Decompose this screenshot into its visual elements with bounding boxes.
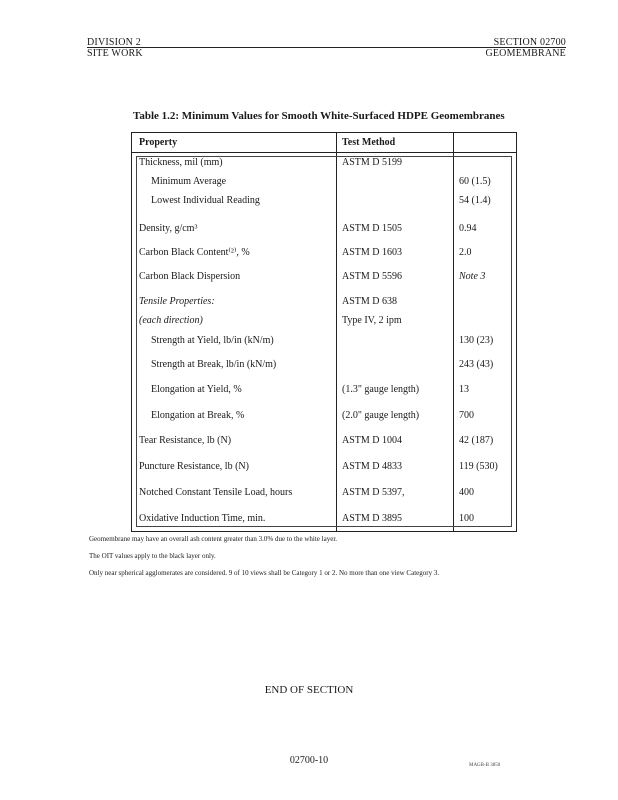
table-cell-property: Tear Resistance, lb (N) xyxy=(139,435,232,446)
column-header-method: Test Method xyxy=(342,137,396,148)
table-cell-property: Elongation at Yield, % xyxy=(151,384,242,395)
header-rule xyxy=(87,47,566,48)
footnote: Geomembrane may have an overall ash content greater than 3.0% due to the white layer. xyxy=(89,535,338,543)
table-cell-property: Strength at Yield, lb/in (kN/m) xyxy=(151,335,274,346)
table-cell-method: ASTM D 638 xyxy=(342,296,398,307)
table-cell-value: 700 xyxy=(459,410,474,421)
table-cell-value: 60 (1.5) xyxy=(459,176,491,187)
table-cell-property: Density, g/cm³ xyxy=(139,223,198,234)
table-cell-property: Elongation at Break, % xyxy=(151,410,245,421)
table-cell-method: ASTM D 1505 xyxy=(342,223,403,234)
table-cell-method: ASTM D 5397, xyxy=(342,487,405,498)
table-cell-property: Carbon Black Content⁽²⁾, % xyxy=(139,247,250,258)
table-cell-property: Puncture Resistance, lb (N) xyxy=(139,461,249,472)
table-cell-method: ASTM D 1603 xyxy=(342,247,403,258)
end-of-section: END OF SECTION xyxy=(264,684,354,696)
table-cell-value: 2.0 xyxy=(459,247,472,258)
table-cell-property: Strength at Break, lb/in (kN/m) xyxy=(151,359,277,370)
table-cell-method: (1.3" gauge length) xyxy=(342,384,420,395)
table-cell-method: ASTM D 5596 xyxy=(342,271,403,282)
table-cell-value: 0.94 xyxy=(459,223,477,234)
table-cell-property: Oxidative Induction Time, min. xyxy=(139,513,266,524)
properties-table xyxy=(131,132,517,532)
division-label: DIVISION 2 xyxy=(87,37,141,48)
table-cell-value: 13 xyxy=(459,384,469,395)
table-cell-method: (2.0" gauge length) xyxy=(342,410,420,421)
table-cell-value: 243 (43) xyxy=(459,359,494,370)
section-number: SECTION 02700 xyxy=(493,37,566,48)
footnote: Only near spherical agglomerates are considered. 9 of 10 views shall be Category 1 or 2. No more than one view Category 3. xyxy=(89,569,440,577)
table-cell-method: Type IV, 2 ipm xyxy=(342,315,402,326)
table-cell-value: 42 (187) xyxy=(459,435,494,446)
table-cell-value: 54 (1.4) xyxy=(459,195,491,206)
subdivision-label: SITE WORK xyxy=(87,48,143,59)
table-cell-value: 130 (23) xyxy=(459,335,494,346)
footnote: The OIT values apply to the black layer only. xyxy=(89,552,216,560)
section-title: GEOMEMBRANE xyxy=(485,48,566,59)
table-cell-property: Minimum Average xyxy=(151,176,227,187)
table-cell-property: Tensile Properties: xyxy=(139,296,215,307)
table-cell-method: ASTM D 4833 xyxy=(342,461,403,472)
table-cell-value: Note 3 xyxy=(459,271,486,282)
table-cell-method: ASTM D 3895 xyxy=(342,513,403,524)
table-cell-property: Thickness, mil (mm) xyxy=(139,157,223,168)
table-cell-property: Carbon Black Dispersion xyxy=(139,271,241,282)
table-cell-value: 400 xyxy=(459,487,474,498)
document-code: MAGB-B 3850 xyxy=(469,763,501,768)
header-divider xyxy=(132,152,516,153)
column-header-property: Property xyxy=(139,137,178,148)
table-cell-property: Lowest Individual Reading xyxy=(151,195,260,206)
table-cell-method: ASTM D 1004 xyxy=(342,435,403,446)
table-cell-method: ASTM D 5199 xyxy=(342,157,403,168)
page-number: 02700-10 xyxy=(289,755,329,766)
table-cell-value: 100 xyxy=(459,513,474,524)
table-cell-property: Notched Constant Tensile Load, hours xyxy=(139,487,293,498)
table-cell-value: 119 (530) xyxy=(459,461,498,472)
table-cell-property: (each direction) xyxy=(139,315,203,326)
table-title: Table 1.2: Minimum Values for Smooth White-Surfaced HDPE Geomembranes xyxy=(133,110,505,122)
